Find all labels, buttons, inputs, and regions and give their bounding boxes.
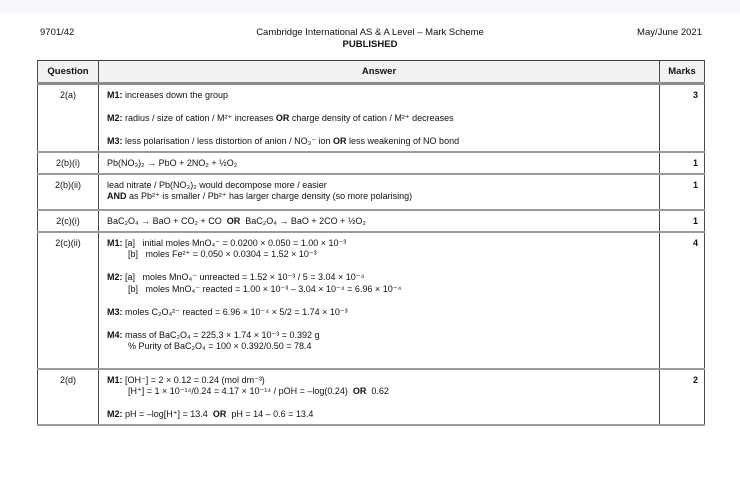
answer-cell (99, 174, 660, 210)
answer-line: [H⁺] = 1 × 10⁻¹⁴/0.24 = 4.17 × 10⁻¹⁴ / pOH = –log(0.24) OR 0.62 (128, 386, 389, 396)
document-title: Cambridge International AS & A Level – Mark Scheme (256, 27, 484, 38)
answer-line (107, 295, 651, 307)
answer-line: M1: [a] initial moles MnO₄⁻ = 0.0200 × 0.050 = 1.00 × 10⁻³ (107, 237, 347, 248)
mark-scheme-table (37, 60, 705, 426)
answer-line: AND as Pb²⁺ is smaller / Pb²⁺ has larger charge density (so more polarising) (107, 191, 413, 201)
question-cell: 2(d) (38, 369, 99, 425)
answer-cell (99, 210, 660, 232)
table-row (38, 84, 705, 152)
published-label: PUBLISHED (342, 38, 398, 50)
answer-line (107, 125, 651, 137)
answer-cell (99, 369, 660, 425)
marks-cell: 1 (660, 174, 705, 210)
answer-line (107, 318, 651, 330)
table-row (38, 232, 705, 369)
exam-session: May/June 2021 (637, 27, 702, 38)
document-header (0, 27, 740, 53)
answer-line (107, 398, 651, 410)
table-row (38, 210, 705, 232)
answer-line: M1: [OH⁻] = 2 × 0.12 = 0.24 (mol dm⁻³) (107, 374, 265, 385)
answer-line: M2: pH = –log[H⁺] = 13.4 OR pH = 14 – 0.6 = 13.4 (107, 409, 314, 419)
answer-line: % Purity of BaC₂O₄ = 100 × 0.392/0.50 = 78.4 (128, 341, 312, 351)
answer-line: BaC₂O₄ → BaO + CO₂ + CO OR BaC₂O₄ → BaO + 2CO + ½O₂ (107, 215, 366, 226)
question-cell: 2(c)(ii) (38, 232, 99, 369)
answer-line: M3: less polarisation / less distortion of anion / NO₃⁻ ion OR less weakening of NO bond (107, 136, 460, 146)
marks-cell: 3 (660, 84, 705, 152)
answer-line: lead nitrate / Pb(NO₃)₂ would decompose more / easier (107, 179, 327, 190)
column-header-marks: Marks (660, 61, 705, 84)
answer-line: M2: [a] moles MnO₄⁻ unreacted = 1.52 × 10⁻³ / 5 = 3.04 × 10⁻⁴ (107, 272, 365, 282)
page-top-margin (0, 0, 740, 13)
answer-line: [b] moles Fe²⁺ = 0.050 × 0.0304 = 1.52 × 10⁻³ (128, 249, 317, 259)
question-cell: 2(c)(i) (38, 210, 99, 232)
answer-line (107, 102, 651, 114)
table-header (38, 61, 705, 84)
table-body (38, 84, 705, 425)
marks-cell: 1 (660, 152, 705, 174)
table-row (38, 174, 705, 210)
answer-line: M1: increases down the group (107, 90, 229, 100)
answer-line: Pb(NO₃)₂ → PbO + 2NO₂ + ½O₂ (107, 157, 238, 168)
question-cell: 2(b)(i) (38, 152, 99, 174)
answer-line: [b] moles MnO₄⁻ reacted = 1.00 × 10⁻³ – 3.04 × 10⁻⁴ = 6.96 × 10⁻⁴ (128, 283, 402, 294)
table-row (38, 369, 705, 425)
question-cell: 2(b)(ii) (38, 174, 99, 210)
column-header-answer: Answer (99, 61, 660, 84)
marks-cell: 4 (660, 232, 705, 369)
answer-line: M3: moles C₂O₄²⁻ reacted = 6.96 × 10⁻⁴ × 5/2 = 1.74 × 10⁻³ (107, 306, 348, 317)
paper-code: 9701/42 (40, 27, 75, 38)
column-header-question: Question (38, 61, 99, 84)
answer-cell (99, 84, 660, 152)
answer-line: M2: radius / size of cation / M²⁺ increases OR charge density of cation / M²⁺ decreases (107, 113, 454, 123)
answer-line (107, 261, 651, 273)
answer-line: M4: mass of BaC₂O₄ = 225.3 × 1.74 × 10⁻³ = 0.392 g (107, 329, 320, 340)
marks-cell: 1 (660, 210, 705, 232)
marks-cell: 2 (660, 369, 705, 425)
answer-cell (99, 152, 660, 174)
table-row (38, 152, 705, 174)
answer-cell (99, 232, 660, 369)
question-cell: 2(a) (38, 84, 99, 152)
